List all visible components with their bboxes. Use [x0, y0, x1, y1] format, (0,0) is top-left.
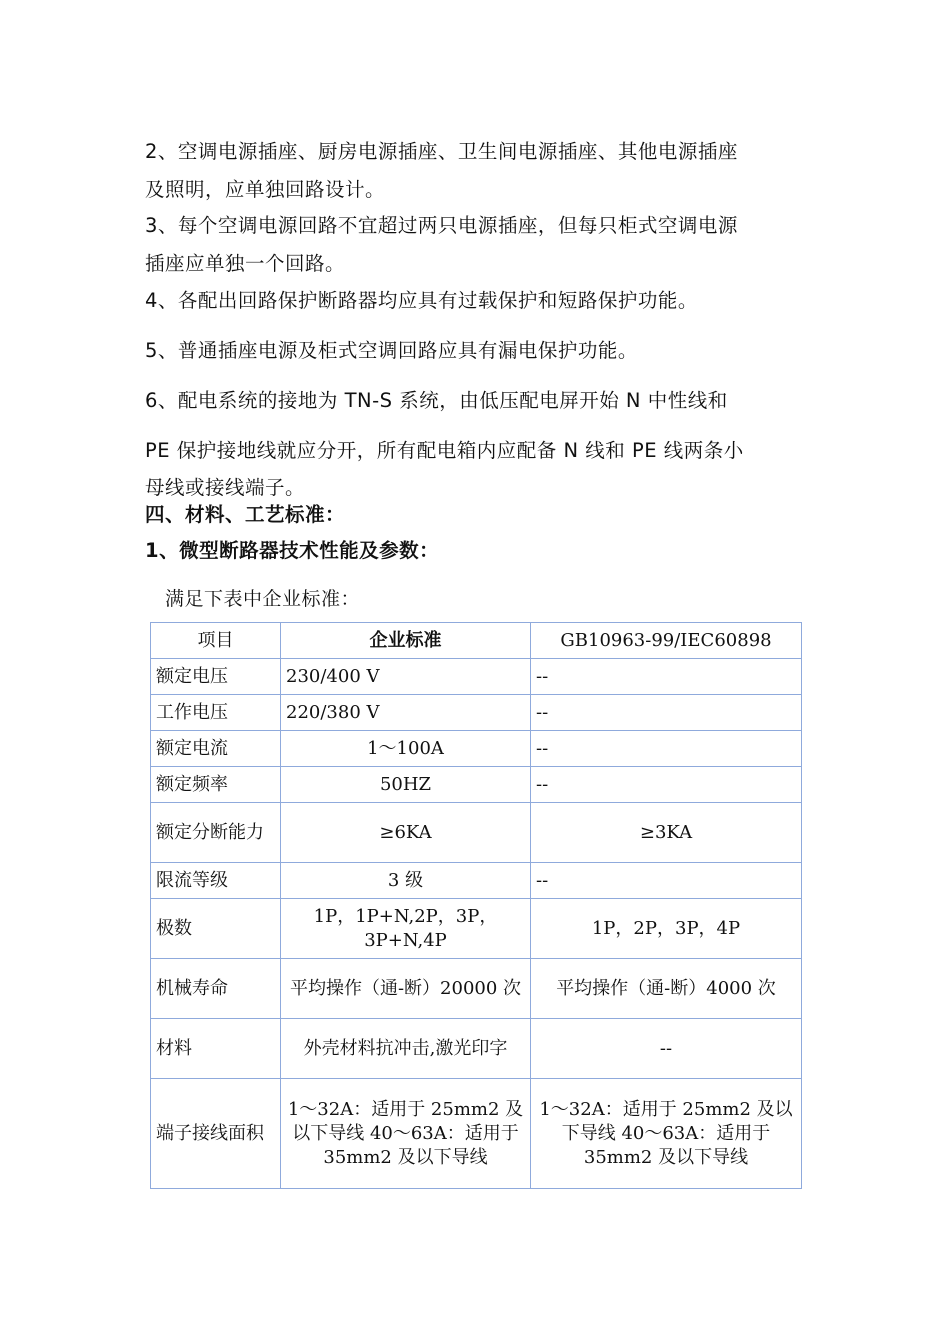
table-cell: 额定频率: [151, 767, 281, 803]
table-row: [151, 767, 802, 803]
paragraph-line: 6、配电系统的接地为 TN-S 系统，由低压配电屏开始 N 中性线和: [145, 389, 728, 412]
paragraph-line: 插座应单独一个回路。: [145, 252, 346, 275]
table-row: [151, 695, 802, 731]
table-cell: 极数: [151, 899, 281, 959]
table-cell: 50HZ: [281, 767, 531, 803]
table-cell: --: [531, 695, 802, 731]
table-note: 满足下表中企业标准：: [165, 588, 361, 610]
table-cell: 平均操作（通-断）4000 次: [531, 959, 802, 1019]
paragraph-line: 2、空调电源插座、厨房电源插座、卫生间电源插座、其他电源插座: [145, 140, 738, 163]
table-row: [151, 959, 802, 1019]
table-cell: 220/380 V: [281, 695, 531, 731]
header-cell: 项目: [151, 623, 281, 659]
table-row: [151, 803, 802, 863]
table-cell: 工作电压: [151, 695, 281, 731]
table-row: [151, 659, 802, 695]
table-cell: --: [531, 863, 802, 899]
table-cell: --: [531, 659, 802, 695]
table-cell: 1～100A: [281, 731, 531, 767]
table-row: [151, 731, 802, 767]
table-cell: 机械寿命: [151, 959, 281, 1019]
table-cell: --: [531, 1019, 802, 1079]
table-cell: --: [531, 731, 802, 767]
table-cell: 1～32A：适用于 25mm2 及以下导线 40～63A：适用于 35mm2 及以下导线: [531, 1079, 802, 1189]
paragraph-line: 5、普通插座电源及柜式空调回路应具有漏电保护功能。: [145, 339, 638, 362]
section-heading: 四、材料、工艺标准：: [145, 503, 346, 526]
table-row: [151, 899, 802, 959]
table-cell: --: [531, 767, 802, 803]
table-cell: 限流等级: [151, 863, 281, 899]
sub-heading: 1、微型断路器技术性能及参数：: [145, 539, 440, 562]
spec-table: [150, 622, 802, 1189]
table-row: [151, 863, 802, 899]
table-cell: 230/400 V: [281, 659, 531, 695]
table-cell: 材料: [151, 1019, 281, 1079]
paragraph-line: 3、每个空调电源回路不宜超过两只电源插座，但每只柜式空调电源: [145, 214, 738, 237]
table-cell: 平均操作（通-断）20000 次: [281, 959, 531, 1019]
table-cell: 3 级: [281, 863, 531, 899]
paragraph-line: 及照明，应单独回路设计。: [145, 178, 386, 201]
table-cell: 额定分断能力: [151, 803, 281, 863]
table-cell: 额定电压: [151, 659, 281, 695]
table-cell: 额定电流: [151, 731, 281, 767]
table-row: [151, 1019, 802, 1079]
table-cell: 端子接线面积: [151, 1079, 281, 1189]
table-header-row: [151, 623, 802, 659]
header-cell: GB10963-99/IEC60898: [531, 623, 802, 659]
table-cell: ≥3KA: [531, 803, 802, 863]
table-cell: 1P，1P+N,2P，3P，3P+N,4P: [281, 899, 531, 959]
table-cell: 1P，2P，3P，4P: [531, 899, 802, 959]
table-cell: 外壳材料抗冲击,激光印字: [281, 1019, 531, 1079]
paragraph-line: 4、各配出回路保护断路器均应具有过载保护和短路保护功能。: [145, 289, 698, 312]
table-cell: 1～32A：适用于 25mm2 及以下导线 40～63A：适用于 35mm2 及以下导线: [281, 1079, 531, 1189]
table-row: [151, 1079, 802, 1189]
table-cell: ≥6KA: [281, 803, 531, 863]
paragraph-line: 母线或接线端子。: [145, 476, 306, 499]
header-cell: 企业标准: [281, 623, 531, 659]
paragraph-line: PE 保护接地线就应分开，所有配电箱内应配备 N 线和 PE 线两条小: [145, 439, 744, 462]
